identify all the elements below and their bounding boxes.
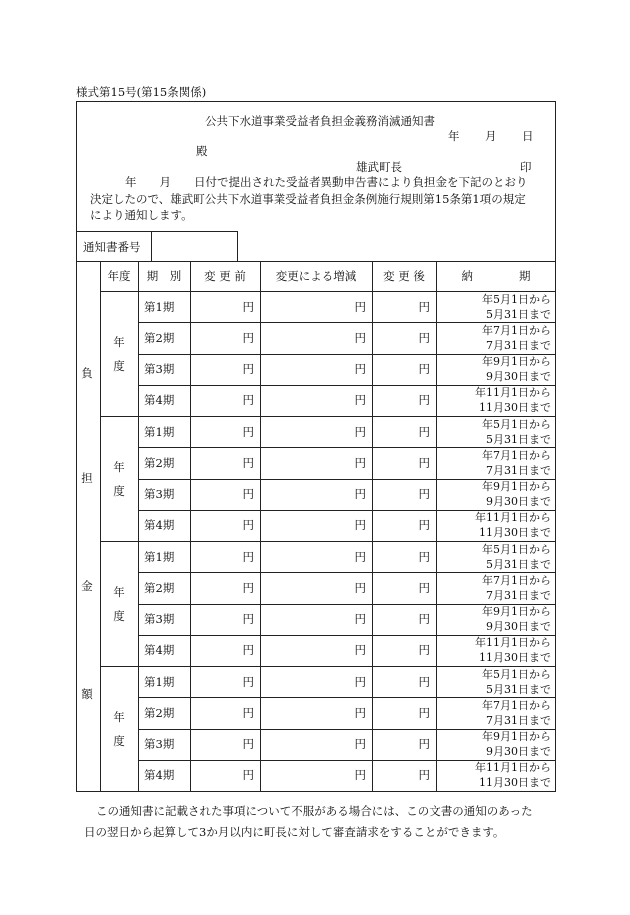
due-period (436, 604, 556, 635)
before-amount[interactable] (190, 635, 260, 666)
due-end: 7月31日まで (486, 713, 551, 727)
period-label: 第2期 (144, 330, 175, 345)
due-end: 7月31日まで (486, 463, 551, 477)
due-period (436, 729, 556, 760)
change-amount[interactable] (260, 479, 372, 510)
yen-unit: 円 (418, 674, 430, 689)
year-char: 度 (113, 608, 125, 623)
due-end: 5月31日まで (486, 682, 551, 696)
change-amount[interactable] (260, 572, 372, 603)
notice-number-label: 通知書番号 (83, 239, 141, 254)
period-label: 第2期 (144, 705, 175, 720)
yen-unit: 円 (354, 518, 366, 533)
due-end: 5月31日まで (486, 307, 551, 321)
due-period (436, 572, 556, 603)
yen-unit: 円 (354, 643, 366, 658)
change-amount[interactable] (260, 322, 372, 353)
due-period (436, 635, 556, 666)
due-start: 年9月1日から (482, 355, 551, 369)
before-amount[interactable] (190, 291, 260, 322)
due-end: 11月30日まで (479, 401, 551, 415)
date-year: 年 (448, 129, 460, 143)
yen-unit: 円 (354, 299, 366, 314)
body-line-1: 年 月 日付で提出された受益者異動申告書により負担金を下記のとおり (125, 175, 528, 189)
yen-unit: 円 (242, 549, 254, 564)
change-amount[interactable] (260, 385, 372, 416)
change-amount[interactable] (260, 760, 372, 791)
yen-unit: 円 (354, 768, 366, 783)
due-start: 年9月1日から (482, 480, 551, 494)
yen-unit: 円 (354, 424, 366, 439)
yen-unit: 円 (418, 393, 430, 408)
change-amount[interactable] (260, 666, 372, 697)
period-label: 第3期 (144, 362, 175, 377)
after-amount[interactable] (372, 760, 436, 791)
due-start: 年11月1日から (475, 511, 551, 525)
due-end: 11月30日まで (479, 776, 551, 790)
due-period (436, 666, 556, 697)
yen-unit: 円 (418, 737, 430, 752)
side-label-char: 担 (81, 471, 93, 485)
yen-unit: 円 (354, 362, 366, 377)
year-cell (100, 416, 138, 541)
after-amount[interactable] (372, 354, 436, 385)
after-amount[interactable] (372, 479, 436, 510)
due-period (436, 416, 556, 447)
yen-unit: 円 (242, 643, 254, 658)
due-start: 年7月1日から (482, 573, 551, 587)
period-label: 第1期 (144, 299, 175, 314)
body-line-2: 決定したので、雄武町公共下水道事業受益者負担金条例施行規則第15条第1項の規定 (90, 192, 526, 206)
due-period (436, 479, 556, 510)
yen-unit: 円 (242, 424, 254, 439)
yen-unit: 円 (242, 612, 254, 627)
yen-unit: 円 (354, 612, 366, 627)
period-label: 第1期 (144, 674, 175, 689)
yen-unit: 円 (354, 487, 366, 502)
before-amount[interactable] (190, 322, 260, 353)
due-period (436, 541, 556, 572)
document-title: 公共下水道事業受益者負担金義務消滅通知書 (205, 114, 435, 128)
due-period (436, 697, 556, 728)
yen-unit: 円 (242, 705, 254, 720)
due-end: 11月30日まで (479, 526, 551, 540)
yen-unit: 円 (418, 487, 430, 502)
period-label: 第4期 (144, 518, 175, 533)
yen-unit: 円 (242, 580, 254, 595)
change-amount[interactable] (260, 729, 372, 760)
side-label-char: 負 (81, 366, 93, 380)
yen-unit: 円 (418, 518, 430, 533)
after-amount[interactable] (372, 635, 436, 666)
header-change: 変更による増減 (275, 269, 357, 283)
due-period (436, 510, 556, 541)
yen-unit: 円 (242, 768, 254, 783)
due-period (436, 447, 556, 478)
header-before: 変 更 前 (204, 269, 246, 283)
form-label: 様式第15号(第15条関係) (76, 85, 207, 99)
yen-unit: 円 (242, 455, 254, 470)
due-start: 年5月1日から (482, 417, 551, 431)
before-amount[interactable] (190, 385, 260, 416)
yen-unit: 円 (242, 518, 254, 533)
before-amount[interactable] (190, 666, 260, 697)
due-period (436, 385, 556, 416)
before-amount[interactable] (190, 416, 260, 447)
header-due: 納 期 (461, 269, 531, 283)
due-end: 5月31日まで (486, 432, 551, 446)
period-label: 第3期 (144, 612, 175, 627)
yen-unit: 円 (418, 330, 430, 345)
year-cell (100, 291, 138, 416)
yen-unit: 円 (354, 330, 366, 345)
header-after: 変 更 後 (383, 269, 425, 283)
after-amount[interactable] (372, 291, 436, 322)
yen-unit: 円 (418, 362, 430, 377)
change-amount[interactable] (260, 635, 372, 666)
yen-unit: 円 (242, 487, 254, 502)
side-label-char: 額 (81, 687, 93, 701)
divider (237, 231, 238, 261)
year-char: 年 (113, 334, 125, 349)
yen-unit: 円 (418, 424, 430, 439)
due-end: 5月31日まで (486, 557, 551, 571)
yen-unit: 円 (418, 580, 430, 595)
header-year: 年度 (107, 269, 131, 283)
header-period: 期 別 (146, 269, 182, 283)
year-char: 年 (113, 709, 125, 724)
year-char: 度 (113, 358, 125, 373)
after-amount[interactable] (372, 447, 436, 478)
yen-unit: 円 (354, 580, 366, 595)
due-period (436, 322, 556, 353)
yen-unit: 円 (354, 674, 366, 689)
notice-number-field[interactable] (152, 232, 237, 261)
before-amount[interactable] (190, 697, 260, 728)
due-end: 11月30日まで (479, 651, 551, 665)
due-period (436, 760, 556, 791)
yen-unit: 円 (242, 362, 254, 377)
due-start: 年7月1日から (482, 323, 551, 337)
due-start: 年5月1日から (482, 667, 551, 681)
issuer-seal: 印 (520, 160, 532, 174)
change-amount[interactable] (260, 416, 372, 447)
year-cell (100, 541, 138, 666)
due-end: 7月31日まで (486, 588, 551, 602)
footnote (84, 801, 564, 843)
side-label-char: 金 (81, 579, 93, 593)
due-start: 年11月1日から (475, 386, 551, 400)
due-start: 年9月1日から (482, 605, 551, 619)
yen-unit: 円 (354, 705, 366, 720)
change-amount[interactable] (260, 604, 372, 635)
change-amount[interactable] (260, 541, 372, 572)
period-label: 第4期 (144, 768, 175, 783)
after-amount[interactable] (372, 416, 436, 447)
due-start: 年11月1日から (475, 761, 551, 775)
due-start: 年5月1日から (482, 292, 551, 306)
due-end: 9月30日まで (486, 370, 551, 384)
date-month: 月 (485, 129, 497, 143)
addressee-suffix: 殿 (196, 144, 208, 158)
period-label: 第3期 (144, 737, 175, 752)
yen-unit: 円 (354, 455, 366, 470)
yen-unit: 円 (418, 549, 430, 564)
due-end: 9月30日まで (486, 620, 551, 634)
due-start: 年5月1日から (482, 542, 551, 556)
before-amount[interactable] (190, 729, 260, 760)
before-amount[interactable] (190, 572, 260, 603)
period-label: 第2期 (144, 455, 175, 470)
issuer-name: 雄武町長 (356, 160, 402, 174)
yen-unit: 円 (242, 299, 254, 314)
footnote-line-1: この通知書に記載された事項について不服がある場合には、この文書の通知のあった (96, 804, 533, 818)
due-period (436, 291, 556, 322)
after-amount[interactable] (372, 729, 436, 760)
period-label: 第4期 (144, 393, 175, 408)
before-amount[interactable] (190, 760, 260, 791)
date-day: 日 (522, 129, 534, 143)
period-label: 第3期 (144, 487, 175, 502)
due-period (436, 354, 556, 385)
year-char: 度 (113, 483, 125, 498)
due-end: 9月30日まで (486, 745, 551, 759)
yen-unit: 円 (242, 393, 254, 408)
due-start: 年7月1日から (482, 698, 551, 712)
after-amount[interactable] (372, 510, 436, 541)
after-amount[interactable] (372, 322, 436, 353)
before-amount[interactable] (190, 447, 260, 478)
period-label: 第2期 (144, 580, 175, 595)
yen-unit: 円 (418, 705, 430, 720)
before-amount[interactable] (190, 510, 260, 541)
after-amount[interactable] (372, 697, 436, 728)
change-amount[interactable] (260, 697, 372, 728)
due-start: 年11月1日から (475, 636, 551, 650)
yen-unit: 円 (242, 674, 254, 689)
yen-unit: 円 (418, 768, 430, 783)
before-amount[interactable] (190, 479, 260, 510)
after-amount[interactable] (372, 541, 436, 572)
year-cell (100, 666, 138, 791)
before-amount[interactable] (190, 354, 260, 385)
change-amount[interactable] (260, 447, 372, 478)
year-char: 度 (113, 733, 125, 748)
year-char: 年 (113, 459, 125, 474)
yen-unit: 円 (354, 549, 366, 564)
before-amount[interactable] (190, 604, 260, 635)
change-amount[interactable] (260, 354, 372, 385)
yen-unit: 円 (242, 330, 254, 345)
due-end: 9月30日まで (486, 495, 551, 509)
body-line-3: により通知します。 (90, 208, 193, 222)
after-amount[interactable] (372, 604, 436, 635)
after-amount[interactable] (372, 666, 436, 697)
yen-unit: 円 (418, 455, 430, 470)
yen-unit: 円 (418, 299, 430, 314)
due-start: 年7月1日から (482, 448, 551, 462)
after-amount[interactable] (372, 385, 436, 416)
due-start: 年9月1日から (482, 730, 551, 744)
yen-unit: 円 (418, 643, 430, 658)
period-label: 第4期 (144, 643, 175, 658)
yen-unit: 円 (354, 393, 366, 408)
yen-unit: 円 (354, 737, 366, 752)
after-amount[interactable] (372, 572, 436, 603)
yen-unit: 円 (418, 612, 430, 627)
period-label: 第1期 (144, 424, 175, 439)
footnote-line-2: 日の翌日から起算して3か月以内に町長に対して審査請求をすることができます。 (84, 825, 505, 839)
before-amount[interactable] (190, 541, 260, 572)
due-end: 7月31日まで (486, 338, 551, 352)
change-amount[interactable] (260, 291, 372, 322)
yen-unit: 円 (242, 737, 254, 752)
year-char: 年 (113, 584, 125, 599)
change-amount[interactable] (260, 510, 372, 541)
period-label: 第1期 (144, 549, 175, 564)
